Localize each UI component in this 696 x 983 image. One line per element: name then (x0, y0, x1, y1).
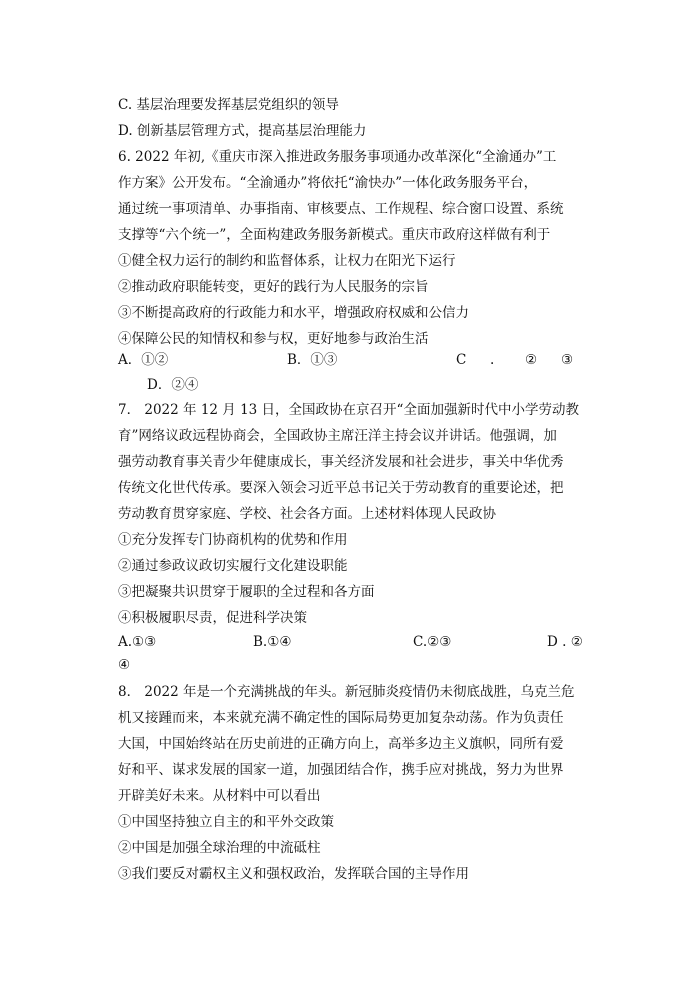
q7-item-4: ④积极履职尽责，促进科学决策 (118, 610, 307, 626)
q8-stem-line-1: 8． 2022 年是一个充满挑战的年头。新冠肺炎疫情仍未彻底战胜，乌克兰危 (118, 684, 575, 700)
q7-option-b: B.①④ (253, 634, 292, 650)
q7-stem-line-5: 劳动教育贯穿家庭、学校、社会各方面。上述材料体现人民政协 (118, 506, 496, 522)
q8-stem-line-3: 大国，中国始终站在历史前进的正确方向上，高举多边主义旗帜，同所有爱 (118, 736, 564, 752)
q7-item-3: ③把凝聚共识贯穿于履职的全过程和各方面 (118, 584, 375, 600)
q7-option-d-continued: ④ (118, 657, 131, 673)
q6-stem-line-3: 通过统一事项清单、办事指南、审核要点、工作规程、综合窗口设置、系统 (118, 201, 564, 217)
q7-option-d: D . ② (547, 634, 583, 650)
q5-option-c: C. 基层治理要发挥基层党组织的领导 (118, 97, 339, 113)
q6-stem-line-4: 支撑等“六个统一”，全面构建政务服务新模式。重庆市政府这样做有利于 (118, 227, 551, 243)
q7-stem-line-2: 育”网络议政远程协商会，全国政协主席汪洋主持会议并讲话。他强调，加 (118, 428, 557, 444)
q6-stem-line-2: 作方案》公开发布。“全渝通办”将依托“渝快办”一体化政务服务平台， (118, 175, 538, 191)
q6-item-3: ③不断提高政府的行政能力和水平，增强政府权威和公信力 (118, 305, 469, 321)
q8-item-1: ①中国坚持独立自主的和平外交政策 (118, 814, 334, 830)
q7-stem-line-1: 7． 2022 年 12 月 13 日，全国政协在京召开“全面加强新时代中小学劳动教 (118, 402, 579, 418)
q7-option-a: A.①③ (118, 634, 157, 650)
q6-item-4: ④保障公民的知情权和参与权，更好地参与政治生活 (118, 331, 429, 347)
q6-option-c-second: ③ (561, 352, 574, 368)
q6-option-d: D．②④ (147, 377, 199, 393)
q7-item-2: ②通过参政议政切实履行文化建设职能 (118, 558, 348, 574)
q6-option-b: B．①③ (287, 352, 338, 368)
q6-option-c-first: ② (525, 352, 538, 368)
q6-option-c-dot: . (490, 352, 495, 368)
q8-item-2: ②中国是加强全球治理的中流砥柱 (118, 840, 321, 856)
q8-stem-line-4: 好和平、谋求发展的国家一道，加强团结合作，携手应对挑战，努力为世界 (118, 762, 564, 778)
q7-item-1: ①充分发挥专门协商机构的优势和作用 (118, 532, 348, 548)
q6-stem-line-1: 6. 2022 年初,《重庆市深入推进政务服务事项通办改革深化“全渝通办”工 (118, 149, 557, 165)
q8-stem-line-2: 机又接踵而来，本来就充满不确定性的国际局势更加复杂动荡。作为负责任 (118, 710, 564, 726)
q7-option-c: C.②③ (413, 634, 452, 650)
q8-stem-line-5: 开辟美好未来。从材料中可以看出 (118, 788, 321, 804)
q6-option-a: A．①② (118, 352, 169, 368)
q7-stem-line-3: 强劳动教育事关青少年健康成长，事关经济发展和社会进步，事关中华优秀 (118, 454, 564, 470)
q6-item-2: ②推动政府职能转变，更好的践行为人民服务的宗旨 (118, 279, 429, 295)
q5-option-d: D. 创新基层管理方式，提高基层治理能力 (118, 123, 367, 139)
q6-item-1: ①健全权力运行的制约和监督体系，让权力在阳光下运行 (118, 253, 456, 269)
q6-option-c-letter: C (456, 352, 467, 368)
q7-stem-line-4: 传统文化世代传承。要深入领会习近平总书记关于劳动教育的重要论述，把 (118, 480, 564, 496)
q8-item-3: ③我们要反对霸权主义和强权政治，发挥联合国的主导作用 (118, 866, 469, 882)
